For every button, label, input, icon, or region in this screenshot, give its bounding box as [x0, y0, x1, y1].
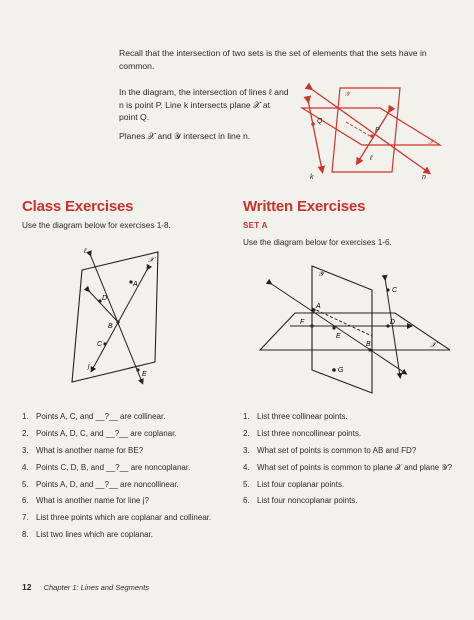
written-exercises-list — [243, 412, 453, 513]
list-item: 3. What set of points is common to AB and FD? — [243, 445, 417, 455]
written-label-f: F — [300, 319, 305, 326]
written-label-d: D — [390, 319, 396, 326]
label-k: k — [310, 174, 314, 180]
class-line-l — [90, 254, 142, 382]
class-label-l: ℓ — [84, 248, 87, 255]
point-q — [311, 122, 315, 126]
page-number: 12 — [22, 582, 32, 592]
written-exercises-instruction: Use the diagram below for exercises 1-6. — [243, 238, 392, 247]
intro-recall — [119, 47, 439, 80]
list-item: 1. List three collinear points. — [243, 412, 348, 421]
list-item: 2. List three noncollinear points. — [243, 428, 362, 438]
class-label-b: B — [108, 323, 113, 330]
label-y: 𝒴 — [344, 91, 350, 98]
list-item: 5. List four coplanar points. — [243, 479, 345, 489]
list-item: 6. What is another name for line j? — [22, 496, 149, 506]
class-diagram — [60, 242, 180, 402]
plane-x-shape — [302, 108, 440, 145]
list-item: 6. List four noncoplanar points. — [243, 496, 358, 506]
written-label-e: E — [336, 333, 341, 340]
list-item: 4. What set of points is common to plane 𝒳 and plane 𝒴? — [243, 462, 453, 472]
written-point-b — [368, 348, 371, 351]
class-label-e: E — [142, 371, 147, 378]
label-p: P — [375, 127, 380, 134]
class-point-c — [103, 342, 106, 345]
written-label-g: G — [338, 367, 344, 374]
line-k — [308, 100, 322, 170]
written-point-g — [332, 368, 336, 372]
class-label-a: A — [133, 281, 138, 288]
written-label-c: C — [392, 287, 398, 294]
page-footer — [22, 582, 149, 592]
class-plane — [72, 252, 158, 382]
list-item: 2. Points A, D, C, and __?__ are coplanar. — [22, 428, 177, 438]
label-q: Q — [317, 118, 323, 125]
written-label-y: 𝒴 — [318, 271, 324, 278]
intro-paragraph-2: Planes 𝒳 and 𝒴 intersect in line n. — [119, 130, 251, 141]
class-exercises-instruction: Use the diagram below for exercises 1-8. — [22, 221, 171, 230]
class-exercises-list — [22, 412, 232, 547]
written-label-a: A — [316, 303, 321, 310]
class-exercises-heading: Class Exercises — [22, 198, 134, 215]
point-p — [370, 134, 374, 138]
written-diagram — [250, 258, 450, 398]
line-l — [358, 110, 390, 162]
written-plane-x — [260, 313, 450, 350]
class-label-x: 𝒳 — [148, 257, 155, 264]
class-label-j: j — [88, 363, 90, 370]
label-x: 𝒳 — [428, 139, 435, 146]
list-item: 3. What is another name for BE? — [22, 445, 144, 455]
list-item: 5. Points A, D, and __?__ are noncollinear. — [22, 479, 179, 489]
intro-diagram-text — [119, 86, 289, 148]
class-line-j — [92, 268, 148, 370]
written-point-c — [386, 288, 389, 291]
recall-paragraph: Recall that the intersection of two sets is the set of elements that the sets have in common. — [119, 48, 427, 71]
intro-paragraph-1: In the diagram, the intersection of lines ℓ and n is point P. Line k intersects plane 𝒳 at point Q. — [119, 87, 289, 123]
class-label-d: D — [102, 295, 108, 302]
chapter-title: Chapter 1: Lines and Segments — [43, 583, 150, 592]
written-point-f — [310, 324, 313, 327]
written-point-e — [332, 326, 335, 329]
class-point-b — [116, 320, 119, 323]
list-item: 8. List two lines which are coplanar. — [22, 530, 153, 540]
set-a-label: SET A — [243, 221, 268, 230]
written-exercises-heading: Written Exercises — [243, 198, 366, 215]
written-line-ab — [270, 283, 405, 373]
list-item: 7. List three points which are coplanar and collinear. — [22, 513, 212, 523]
intro-diagram — [280, 80, 450, 180]
written-intersection — [312, 308, 372, 336]
line-n — [310, 88, 428, 172]
hidden-segment — [346, 122, 370, 136]
class-point-e — [136, 368, 139, 371]
written-label-b: B — [366, 341, 371, 348]
label-l: ℓ — [370, 155, 373, 162]
class-label-c: C — [97, 341, 103, 348]
plane-y-shape — [332, 88, 400, 172]
written-label-x: 𝒳 — [430, 342, 437, 349]
list-item: 4. Points C, D, B, and __?__ are noncoplanar. — [22, 462, 191, 472]
label-n: n — [422, 174, 426, 180]
list-item: 1. Points A, C, and __?__ are collinear. — [22, 412, 166, 421]
